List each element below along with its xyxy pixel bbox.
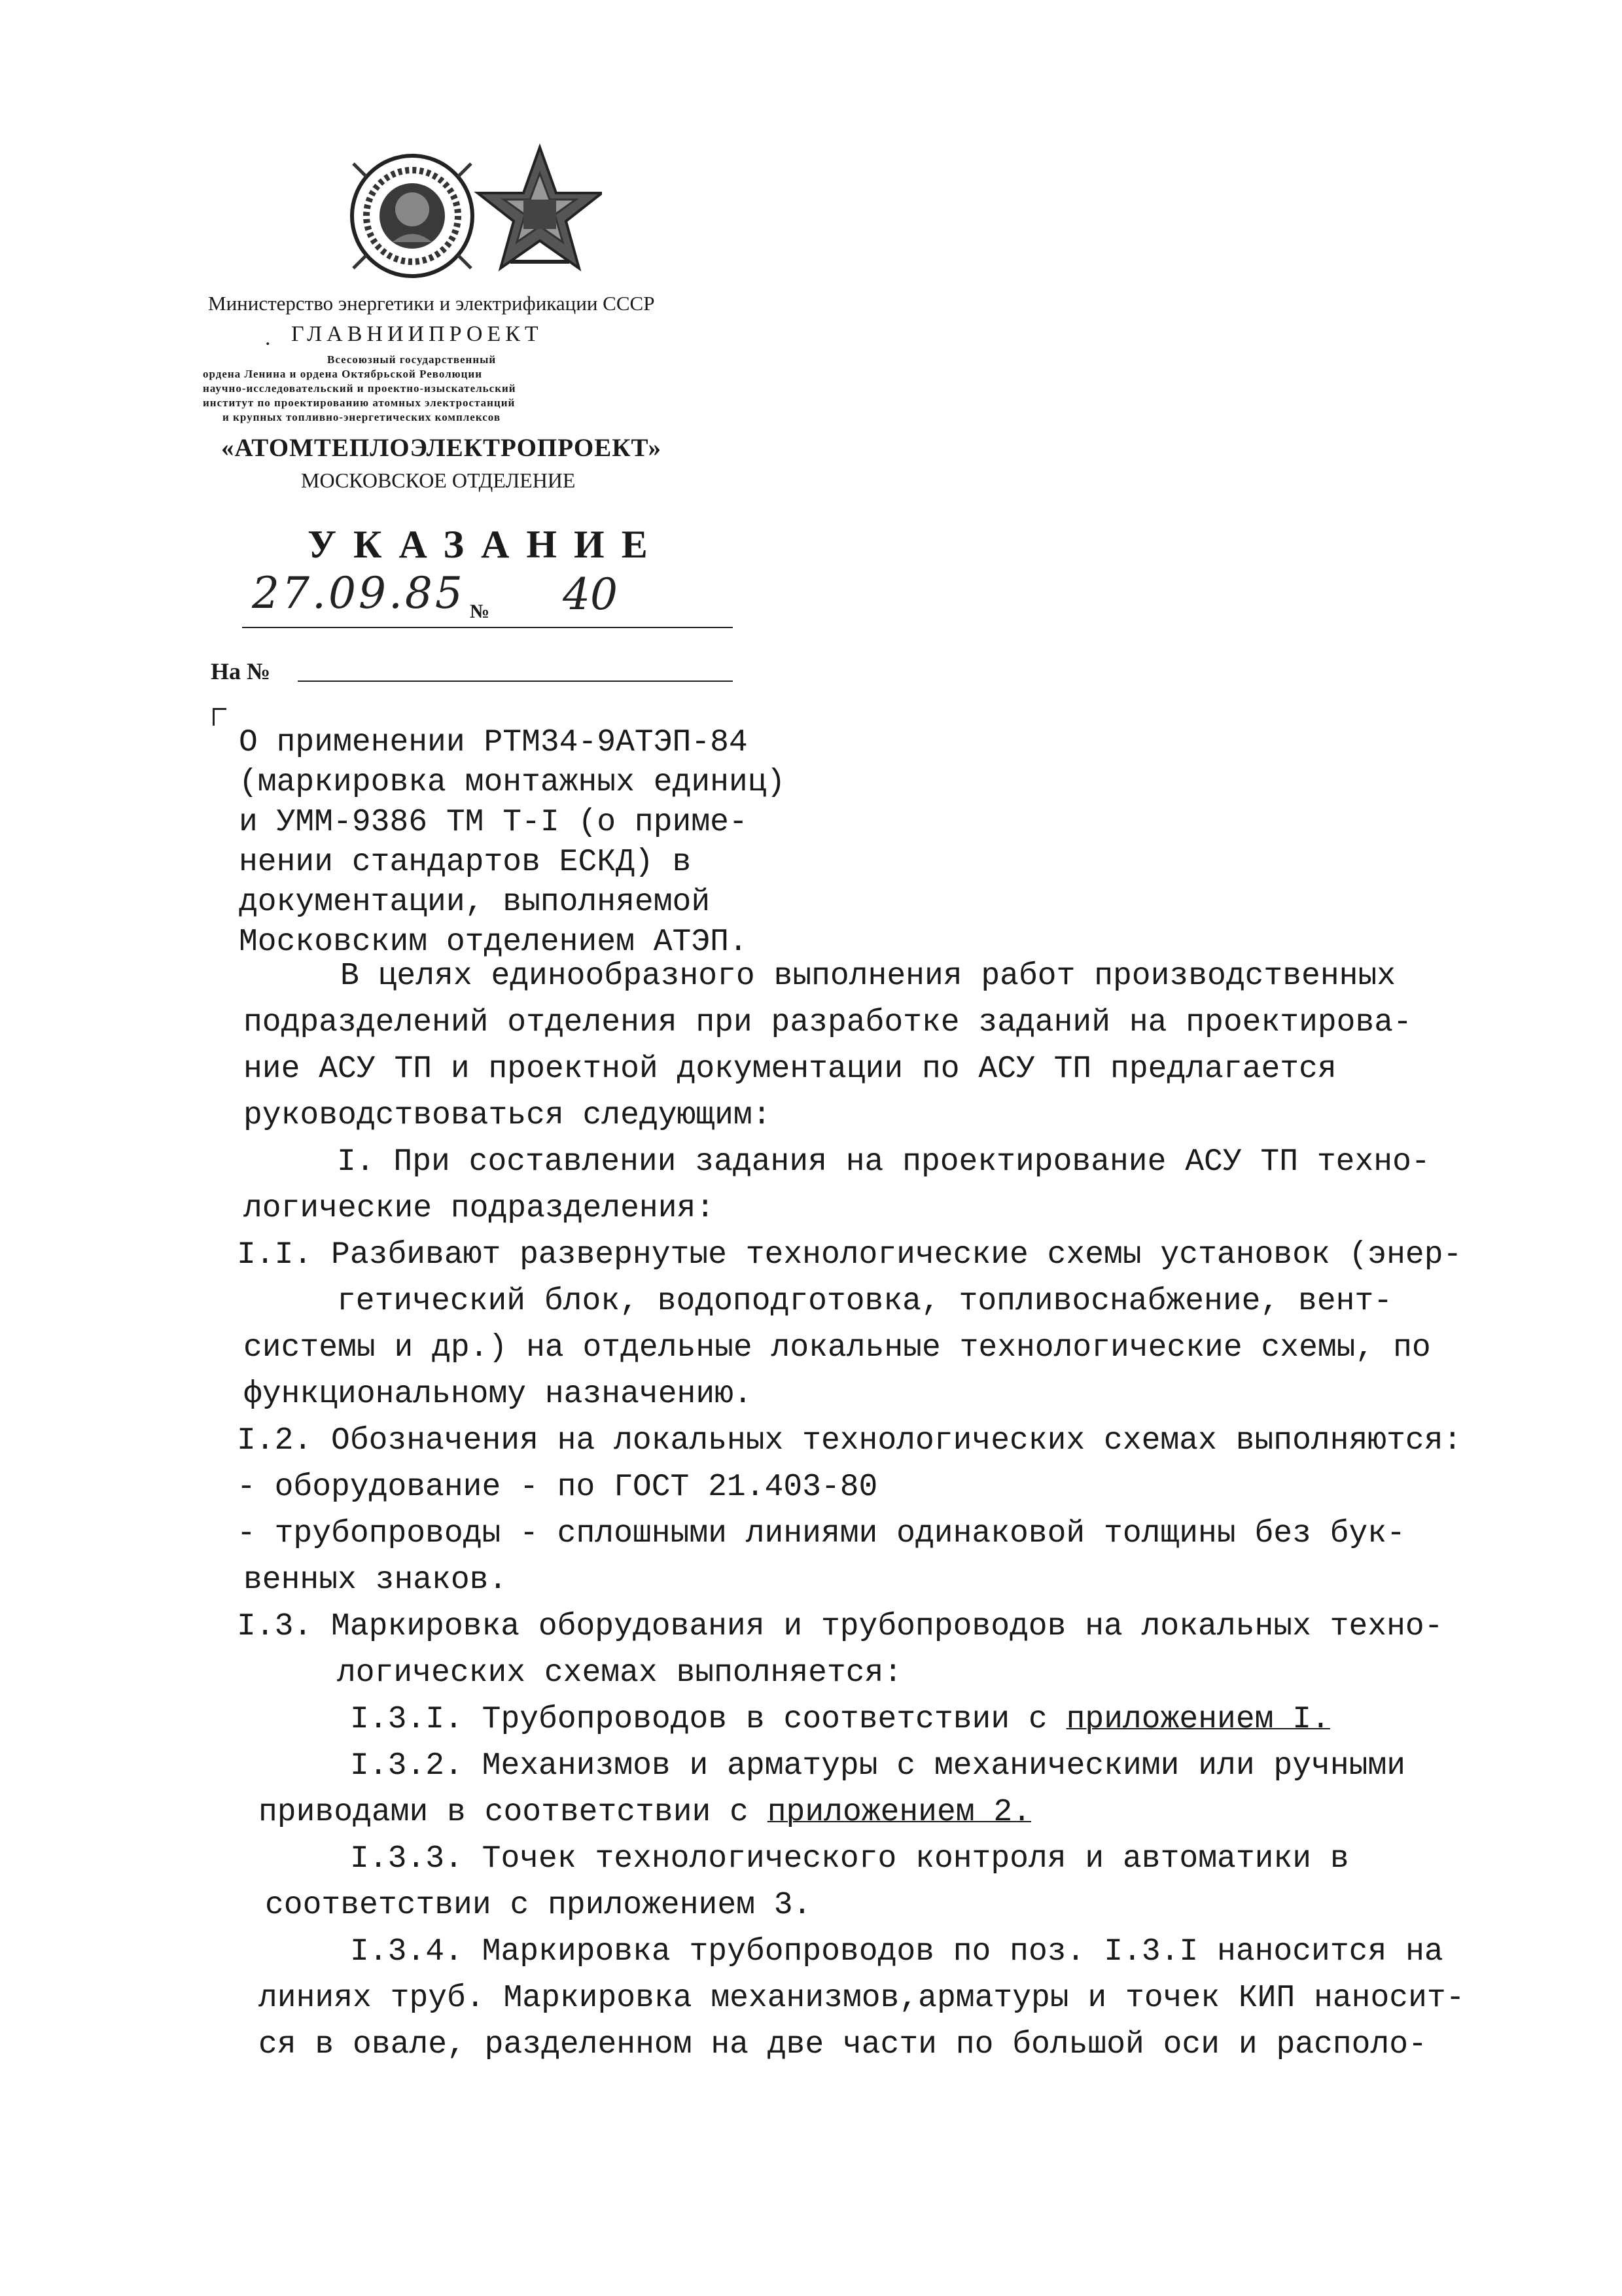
- subject-line: и УММ-9386 ТМ Т-I (о приме-: [239, 805, 748, 840]
- subject-line: нении стандартов ЕСКД) в: [239, 845, 692, 880]
- body-line: венных знаков.: [243, 1563, 508, 1598]
- handwritten-date: 27.09.85: [252, 568, 465, 618]
- institute-line: и крупных топливно-энергетических комплексов: [222, 411, 501, 423]
- reply-number-label: На №: [211, 658, 271, 684]
- body-line: В целях единообразного выполнения работ производственных: [340, 959, 1396, 994]
- subject-line: документации, выполняемой: [239, 885, 711, 920]
- department-name: МОСКОВСКОЕ ОТДЕЛЕНИЕ: [301, 468, 576, 492]
- appendix-1-reference: приложением I.: [1066, 1702, 1330, 1737]
- body-line: системы и др.) на отдельные локальные технологические схемы, по: [243, 1330, 1431, 1366]
- body-line: функциональному назначению.: [243, 1377, 752, 1412]
- body-line: I.3.2. Механизмов и арматуры с механическими или ручными: [350, 1748, 1406, 1784]
- body-line: I.2. Обозначения на локальных технологических схемах выполняются:: [237, 1423, 1462, 1458]
- body-line: соответствии с приложением 3.: [265, 1888, 812, 1923]
- body-line: ся в овале, разделенном на две части по большой оси и располо-: [258, 2027, 1427, 2062]
- body-line: I.3.4. Маркировка трубопроводов по поз. I.3.I наносится на: [350, 1934, 1443, 1969]
- body-line: логические подразделения:: [243, 1191, 715, 1226]
- body-line: [258, 1793, 1031, 1832]
- body-line: I.3.3. Точек технологического контроля и автоматики в: [350, 1841, 1349, 1877]
- body-line: I.I. Разбивают развернутые технологические схемы установок (энер-: [237, 1237, 1462, 1273]
- handwritten-number: 40: [563, 569, 618, 620]
- body-line: I.3. Маркировка оборудования и трубопроводов на локальных техно-: [237, 1609, 1443, 1644]
- body-line-part: приводами в соответствии с: [258, 1795, 767, 1830]
- order-emblems: [327, 137, 602, 294]
- institute-line: ордена Ленина и ордена Октябрьской Революции: [203, 368, 483, 380]
- ministry-line: Министерство энергетики и электрификации СССР: [208, 292, 655, 315]
- document-type-heading: УКАЗАНИЕ: [308, 523, 665, 566]
- order-of-october-revolution-emblem: [478, 147, 602, 268]
- appendix-2-reference: приложением 2.: [767, 1795, 1031, 1830]
- subject-block: [239, 723, 785, 963]
- body-line: I. При составлении задания на проектирование АСУ ТП техно-: [337, 1144, 1430, 1180]
- body-line: гетический блок, водоподготовка, топливоснабжение, вент-: [337, 1284, 1393, 1319]
- subject-line: Московским отделением АТЭП.: [239, 925, 748, 960]
- subject-line: О применении РТМ34-9АТЭП-84: [239, 725, 748, 760]
- body-line-part: I.3.I. Трубопроводов в соответствии с: [350, 1702, 1067, 1737]
- date-number-underline: [242, 627, 733, 628]
- body-line: - оборудование - по ГОСТ 21.403-80: [237, 1470, 878, 1505]
- institute-line: научно-исследовательский и проектно-изыскательский: [203, 382, 516, 395]
- glavniiproekt-line: ГЛАВНИИПРОЕКТ: [291, 322, 543, 346]
- body-line: линиях труб. Маркировка механизмов,арматуры и точек КИП наносит-: [258, 1981, 1465, 2016]
- body-line: руководствоваться следующим:: [243, 1098, 771, 1133]
- number-sign: №: [470, 601, 490, 622]
- body-line: подразделений отделения при разработке заданий на проектирова-: [243, 1005, 1412, 1040]
- subject-line: (маркировка монтажных единиц): [239, 765, 786, 800]
- body-line: логических схемах выполняется:: [337, 1655, 903, 1691]
- body-line: ние АСУ ТП и проектной документации по АСУ ТП предлагается: [243, 1051, 1337, 1087]
- body-line: [350, 1700, 1330, 1739]
- subject-corner-bracket: [213, 708, 226, 726]
- institute-line: Всесоюзный государственный: [327, 353, 497, 366]
- reply-number-underline: [298, 680, 733, 682]
- institute-line: институт по проектированию атомных электростанций: [203, 397, 516, 409]
- organization-name: «АТОМТЕПЛОЭЛЕКТРОПРОЕКТ»: [221, 434, 661, 462]
- order-of-lenin-emblem: [352, 156, 472, 276]
- letterhead-dot: .: [265, 326, 271, 350]
- body-line: - трубопроводы - сплошными линиями одинаковой толщины без бук-: [237, 1516, 1405, 1551]
